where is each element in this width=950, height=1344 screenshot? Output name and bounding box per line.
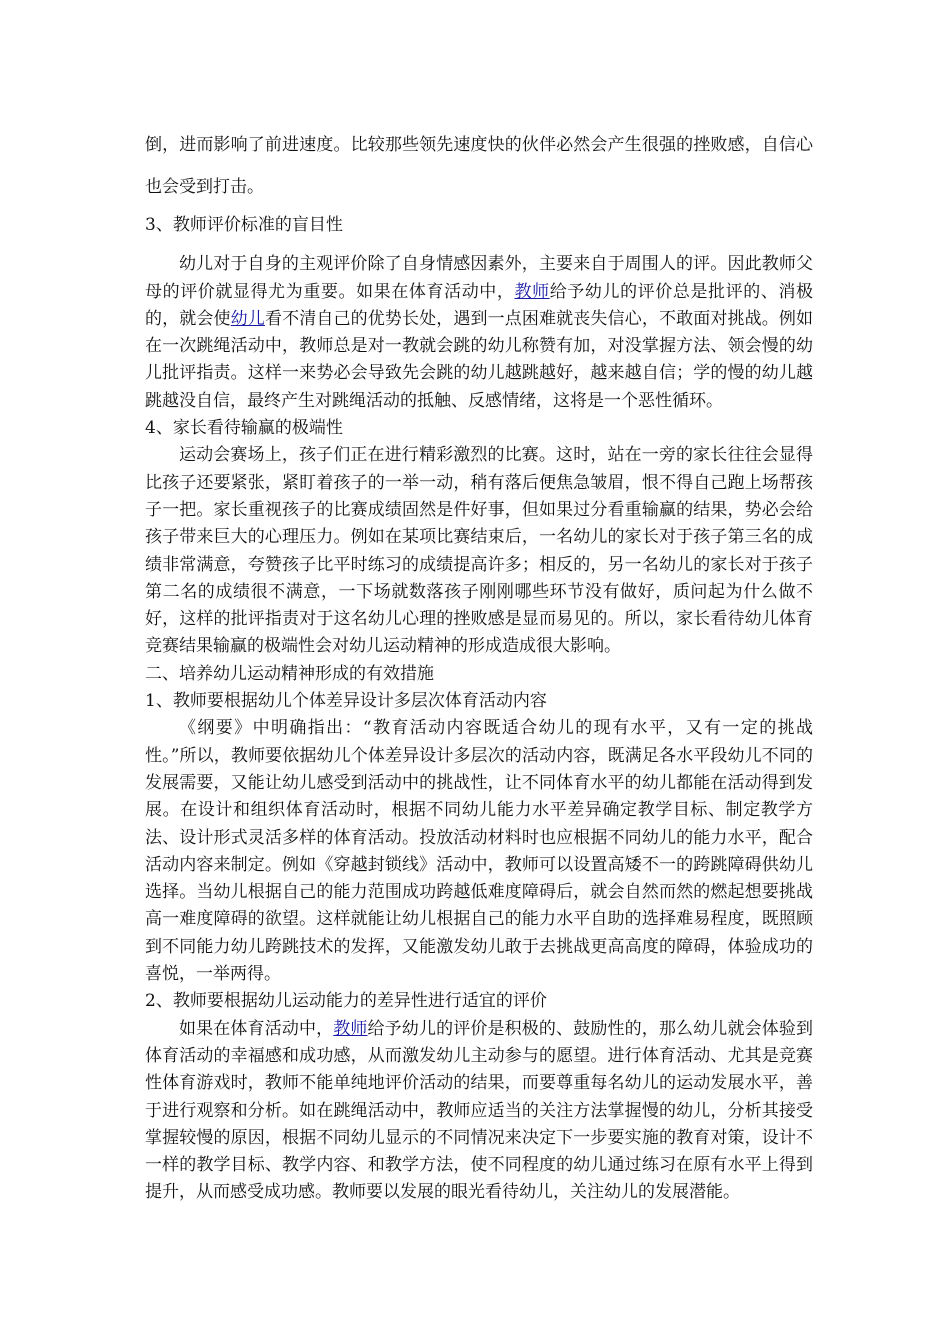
link-teacher[interactable]: 教师 <box>514 281 550 302</box>
document-page <box>145 124 813 1207</box>
paragraph-text: 给予幼儿的评价是积极的、鼓励性的，那么幼儿就会体验到体育活动的幸福感和成功感，从而激发幼儿主动参与的愿望。进行体育活动、尤其是竞赛性体育游戏时，教师不能单纯地评价活动的结果，而要尊重每名幼儿的运动发展水平，善于进行观察和分析。如在跳绳活动中，教师应适当的关注方法掌握慢的幼儿，分析其接受掌握较慢的原因，根据不同幼儿显示的不同情况来决定下一步要实施的教育对策，设计不一样的教学目标、教学内容、和教学方法，使不同程度的幼儿通过练习在原有水平上得到提升，从而感受成功感。教师要以发展的眼光看待幼儿，关注幼儿的发展潜能。 <box>145 1018 814 1203</box>
paragraph-teacher-evaluation <box>145 251 813 415</box>
paragraph-text: 倒，进而影响了前进速度。比较那些领先速度快的伙伴必然会产生很强的挫败感，自信心也会受到打击。 <box>145 135 813 197</box>
paragraph-appropriate-evaluation <box>145 1016 813 1207</box>
paragraph-multilevel-activities: 《纲要》中明确指出：“教育活动内容既适合幼儿的现有水平，又有一定的挑战性。”所以，教师要依据幼儿个体差异设计多层次的活动内容，既满足各水平段幼儿不同的发展需要，又能让幼儿感受到活动中的挑战性，让不同体育水平的幼儿都能在活动得到发展。在设计和组织体育活动时，根据不同幼儿能力水平差异确定教学目标、制定教学方法、设计形式灵活多样的体育活动。投放活动材料时也应根据不同幼儿的能力水平，配合活动内容来制定。例如《穿越封锁线》活动中，教师可以设置高矮不一的跨跳障碍供幼儿选择。当幼儿根据自己的能力范围成功跨越低难度障碍后，就会自然而然的燃起想要挑战高一难度障碍的欲望。这样就能让幼儿根据自己的能力水平自助的选择难易程度，既照顾到不同能力幼儿跨跳技术的发挥，又能激发幼儿敢于去挑战更高高度的障碍，体验成功的喜悦，一举两得。 <box>145 718 813 985</box>
paragraph-continuation <box>145 124 813 208</box>
paragraph-text: 如果在体育活动中， <box>179 1018 334 1039</box>
subheading-2-1: 1、教师要根据幼儿个体差异设计多层次体育活动内容 <box>145 691 547 712</box>
paragraph-parents: 运动会赛场上，孩子们正在进行精彩激烈的比赛。这时，站在一旁的家长往往会显得比孩子还要紧张，紧盯着孩子的一举一动，稍有落后便焦急皱眉，恨不得自己跑上场帮孩子一把。家长重视孩子的比赛成绩固然是件好事，但如果过分看重输赢的结果，势必会给孩子带来巨大的心理压力。例如在某项比赛结束后，一名幼儿的家长对于孩子第三名的成绩非常满意，夸赞孩子比平时练习的成绩提高许多；相反的，另一名幼儿的家长对于孩子第二名的成绩很不满意，一下场就数落孩子刚刚哪些环节没有做好，质问起为什么做不好，这样的批评指责对于这名幼儿心理的挫败感是显而易见的。所以，家长看待幼儿体育竞赛结果输赢的极端性会对幼儿运动精神的形成造成很大影响。 <box>145 445 813 657</box>
link-teacher-2[interactable]: 教师 <box>333 1018 368 1039</box>
heading-3: 3、教师评价标准的盲目性 <box>145 215 343 235</box>
section-heading-2: 二、培养幼儿运动精神形成的有效措施 <box>145 663 434 684</box>
paragraph-text: 看不清自己的优势长处，遇到一点困难就丧失信心，不敢面对挑战。例如在一次跳绳活动中，教师总是对一教就会跳的幼儿称赞有加，对没掌握方法、领会慢的幼儿批评指责。这样一来势必会导致先会跳的幼儿越跳越好，越来越自信；学的慢的幼儿越跳越没自信，最终产生对跳绳活动的抵触、反感情绪，这将是一个恶性循环。 <box>145 308 814 411</box>
subheading-2-2: 2、教师要根据幼儿运动能力的差异性进行适宜的评价 <box>145 991 547 1012</box>
paragraph-text: 给予幼儿的评价总是批评的、消极的，就会使 <box>145 281 814 329</box>
link-child[interactable]: 幼儿 <box>230 308 265 329</box>
heading-4: 4、家长看待输赢的极端性 <box>145 418 343 439</box>
paragraph-text: 幼儿对于自身的主观评价除了自身情感因素外，主要来自于周围人的评。因此教师父母的评价就显得尤为重要。如果在体育活动中， <box>145 254 813 302</box>
